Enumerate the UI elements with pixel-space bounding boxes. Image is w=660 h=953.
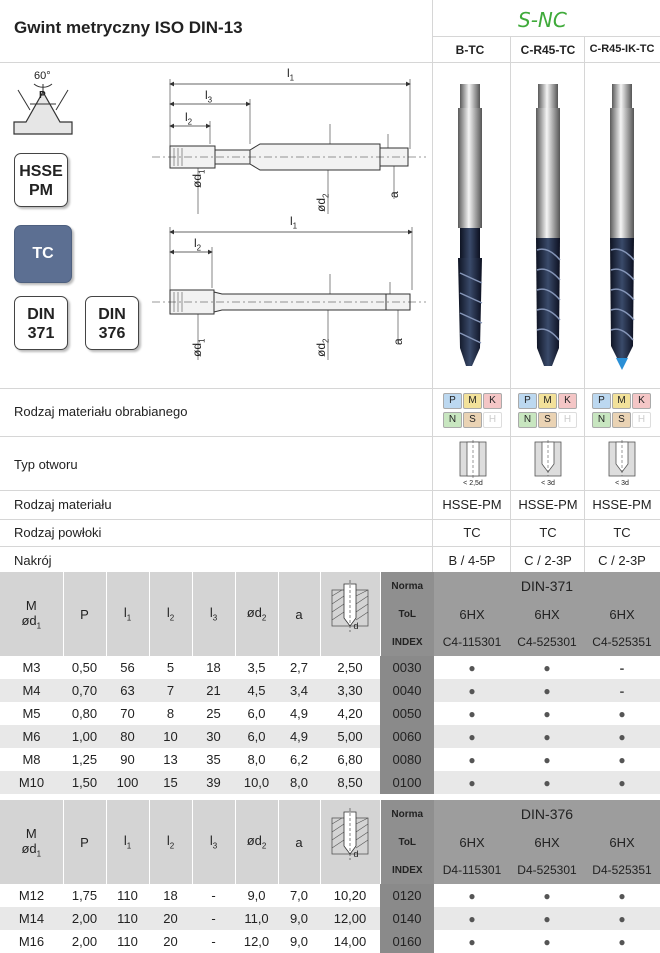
cell-a: 6,2: [278, 748, 320, 771]
cell-d2: 10,0: [235, 771, 278, 794]
property-label-coating: Rodzaj powłoki: [14, 525, 102, 540]
hole-label-c-r45-tc: < 3d: [541, 480, 555, 487]
dim-l1-b: $l_1$: [290, 214, 298, 231]
cell-dr: 10,20: [320, 884, 380, 907]
index-c-r45-tc: D4-525301: [510, 856, 584, 884]
table-row: [0, 907, 660, 930]
available-dot-icon: ●: [584, 725, 660, 748]
dim-l1: $l_1$: [287, 66, 295, 83]
hsse-pm-badge: [14, 153, 68, 207]
cell-l2: 5: [149, 656, 192, 679]
column-header-c-r45-ik-tc: C-R45-IK-TC: [589, 43, 655, 55]
available-dot-icon: ●: [510, 702, 584, 725]
cell-code: 0080: [380, 748, 434, 771]
cell-l2: 20: [149, 907, 192, 930]
tc-badge: TC: [14, 225, 72, 283]
dim-d1: $ød_1$: [190, 169, 207, 188]
cell-p: 2,00: [63, 907, 106, 930]
table-row: [0, 656, 660, 679]
norma-value: DIN-371: [434, 572, 660, 600]
cell-code: 0060: [380, 725, 434, 748]
din-376-badge: [85, 296, 139, 350]
cell-l1: 110: [106, 884, 149, 907]
cell-l2: 10: [149, 725, 192, 748]
header-l2: $l_2$: [149, 572, 192, 656]
index-c-r45-ik-tc: C4-525351: [584, 628, 660, 656]
cell-m: M14: [0, 907, 63, 930]
cell-dr: 14,00: [320, 930, 380, 953]
cell-l1: 100: [106, 771, 149, 794]
drill-d-label: d: [353, 848, 359, 859]
din-371-badge: [14, 296, 68, 350]
dim-a: a: [387, 191, 401, 198]
material-k: K: [632, 393, 651, 409]
cell-d2: 6,0: [235, 702, 278, 725]
available-dot-icon: ●: [434, 771, 510, 794]
material-p: P: [518, 393, 537, 409]
property-label-tool-material: Rodzaj materiału: [14, 497, 112, 512]
header-p: P: [63, 800, 106, 884]
header-drill-icon: [320, 800, 380, 884]
value-material-c-r45-ik-tc: HSSE-PM: [592, 497, 652, 512]
cell-l3: -: [192, 907, 235, 930]
index-c-r45-ik-tc: D4-525351: [584, 856, 660, 884]
tap-image-c-r45-ik-tc: [600, 78, 644, 378]
cell-code: 0050: [380, 702, 434, 725]
cell-code: 0140: [380, 907, 434, 930]
cell-code: 0160: [380, 930, 434, 953]
material-n: N: [592, 412, 611, 428]
available-dot-icon: ●: [434, 679, 510, 702]
cell-l3: 25: [192, 702, 235, 725]
size-table-din376: [0, 800, 660, 953]
available-dot-icon: ●: [434, 748, 510, 771]
cell-p: 1,50: [63, 771, 106, 794]
cell-l2: 15: [149, 771, 192, 794]
cell-l2: 8: [149, 702, 192, 725]
cell-l3: -: [192, 884, 235, 907]
tap-drawing-din376: [150, 210, 430, 360]
cell-dr: 2,50: [320, 656, 380, 679]
table-row: [0, 679, 660, 702]
available-dot-icon: ●: [510, 771, 584, 794]
available-dot-icon: ●: [434, 725, 510, 748]
value-chamfer-c-r45-ik-tc: C / 2-3P: [598, 553, 646, 568]
cell-l1: 110: [106, 907, 149, 930]
cell-l3: -: [192, 930, 235, 953]
cell-l3: 30: [192, 725, 235, 748]
cell-l2: 18: [149, 884, 192, 907]
cell-a: 2,7: [278, 656, 320, 679]
available-dot-icon: ●: [510, 748, 584, 771]
header-l1: $l_1$: [106, 572, 149, 656]
available-dot-icon: ●: [584, 930, 660, 953]
cell-d2: 4,5: [235, 679, 278, 702]
material-p: P: [592, 393, 611, 409]
property-label-chamfer: Nakrój: [14, 553, 52, 568]
tol-c-r45-tc: 6HX: [510, 600, 584, 628]
property-label-hole-type: Typ otworu: [14, 457, 78, 472]
header-l3: $l_3$: [192, 572, 235, 656]
tap-image-b-tc: [448, 78, 492, 378]
unavailable-marker: -: [584, 679, 660, 702]
din-number: 371: [27, 325, 55, 342]
hole-label-b-tc: < 2,5d: [463, 480, 483, 487]
cell-p: 1,25: [63, 748, 106, 771]
material-m: M: [538, 393, 557, 409]
page-title: Gwint metryczny ISO DIN-13: [14, 18, 243, 37]
material-n: N: [443, 412, 462, 428]
table-row: [0, 930, 660, 953]
cell-a: 8,0: [278, 771, 320, 794]
index-label: INDEX: [380, 856, 434, 884]
cell-dr: 6,80: [320, 748, 380, 771]
available-dot-icon: ●: [434, 702, 510, 725]
pm-text: PM: [29, 182, 53, 199]
cell-d2: 11,0: [235, 907, 278, 930]
unavailable-marker: -: [584, 656, 660, 679]
available-dot-icon: ●: [584, 748, 660, 771]
cell-m: M8: [0, 748, 63, 771]
available-dot-icon: ●: [434, 656, 510, 679]
table-row: [0, 748, 660, 771]
norma-value: DIN-376: [434, 800, 660, 828]
cell-m: M6: [0, 725, 63, 748]
cell-l2: 7: [149, 679, 192, 702]
cell-l3: 18: [192, 656, 235, 679]
cell-p: 0,50: [63, 656, 106, 679]
index-b-tc: D4-115301: [434, 856, 510, 884]
tol-c-r45-tc: 6HX: [510, 828, 584, 856]
available-dot-icon: ●: [510, 679, 584, 702]
available-dot-icon: ●: [584, 884, 660, 907]
cell-l3: 21: [192, 679, 235, 702]
tol-c-r45-ik-tc: 6HX: [584, 828, 660, 856]
dim-d2-b: $ød_2$: [314, 338, 331, 357]
cell-l1: 80: [106, 725, 149, 748]
hole-label-c-r45-ik-tc: < 3d: [615, 480, 629, 487]
available-dot-icon: ●: [510, 656, 584, 679]
cell-p: 0,80: [63, 702, 106, 725]
header-l3: $l_3$: [192, 800, 235, 884]
tol-label: ToL: [380, 828, 434, 856]
cell-code: 0030: [380, 656, 434, 679]
value-chamfer-c-r45-tc: C / 2-3P: [524, 553, 572, 568]
cell-dr: 8,50: [320, 771, 380, 794]
dim-a-b: a: [391, 338, 405, 345]
material-h: H: [558, 412, 577, 428]
cell-d2: 9,0: [235, 884, 278, 907]
available-dot-icon: ●: [510, 725, 584, 748]
cell-m: M12: [0, 884, 63, 907]
cell-l1: 63: [106, 679, 149, 702]
cell-l3: 35: [192, 748, 235, 771]
cell-dr: 5,00: [320, 725, 380, 748]
value-coating-c-r45-tc: TC: [539, 525, 557, 540]
norma-label: Norma: [380, 800, 434, 828]
index-label: INDEX: [380, 628, 434, 656]
din-number: 376: [98, 325, 126, 342]
cell-l1: 56: [106, 656, 149, 679]
hsse-text: HSSE: [19, 163, 63, 180]
header-p: P: [63, 572, 106, 656]
cell-m: M5: [0, 702, 63, 725]
dim-d1-b: $ød_1$: [190, 338, 207, 357]
material-m: M: [463, 393, 482, 409]
thread-pitch-label: P: [39, 90, 46, 101]
din-text: DIN: [98, 306, 126, 323]
available-dot-icon: ●: [510, 907, 584, 930]
table-row: [0, 884, 660, 907]
available-dot-icon: ●: [584, 771, 660, 794]
material-s: S: [538, 412, 557, 428]
size-table-din371: [0, 572, 660, 794]
cell-p: 1,00: [63, 725, 106, 748]
available-dot-icon: ●: [434, 907, 510, 930]
cell-d2: 6,0: [235, 725, 278, 748]
cell-a: 4,9: [278, 702, 320, 725]
tap-image-c-r45-tc: [526, 78, 570, 378]
cell-l1: 110: [106, 930, 149, 953]
available-dot-icon: ●: [434, 884, 510, 907]
cell-a: 3,4: [278, 679, 320, 702]
table-row: [0, 771, 660, 794]
available-dot-icon: ●: [584, 702, 660, 725]
tol-c-r45-ik-tc: 6HX: [584, 600, 660, 628]
cell-m: M4: [0, 679, 63, 702]
material-k: K: [483, 393, 502, 409]
cell-a: 9,0: [278, 907, 320, 930]
blind-hole-icon: [533, 440, 563, 480]
cell-a: 4,9: [278, 725, 320, 748]
brand-logo: S-NC: [518, 8, 567, 32]
available-dot-icon: ●: [584, 907, 660, 930]
header-l1: $l_1$: [106, 800, 149, 884]
din-text: DIN: [27, 306, 55, 323]
header-l2: $l_2$: [149, 800, 192, 884]
cell-l2: 20: [149, 930, 192, 953]
available-dot-icon: ●: [510, 930, 584, 953]
cell-l1: 90: [106, 748, 149, 771]
cell-dr: 12,00: [320, 907, 380, 930]
value-chamfer-b-tc: B / 4-5P: [448, 553, 496, 568]
cell-l3: 39: [192, 771, 235, 794]
cell-code: 0120: [380, 884, 434, 907]
available-dot-icon: ●: [510, 884, 584, 907]
dim-l2-b: $l_2$: [194, 236, 202, 253]
drill-d-label: d: [353, 620, 359, 631]
dim-d2: $ød_2$: [314, 193, 331, 212]
cell-p: 2,00: [63, 930, 106, 953]
dim-l3: $l_3$: [205, 88, 213, 105]
available-dot-icon: ●: [434, 930, 510, 953]
value-coating-b-tc: TC: [463, 525, 481, 540]
cell-l2: 13: [149, 748, 192, 771]
value-material-b-tc: HSSE-PM: [442, 497, 502, 512]
table-row: [0, 702, 660, 725]
cell-a: 7,0: [278, 884, 320, 907]
material-h: H: [483, 412, 502, 428]
cell-code: 0100: [380, 771, 434, 794]
column-header-b-tc: B-TC: [455, 43, 485, 57]
header-m-d1: M $ød_1$: [0, 800, 63, 884]
property-label-material-group: Rodzaj materiału obrabianego: [14, 404, 188, 419]
header-a: a: [278, 800, 320, 884]
cell-m: M10: [0, 771, 63, 794]
cell-a: 9,0: [278, 930, 320, 953]
value-material-c-r45-tc: HSSE-PM: [518, 497, 578, 512]
cell-dr: 3,30: [320, 679, 380, 702]
blind-hole-icon: [607, 440, 637, 480]
header-m-d1: M $ød_1$: [0, 572, 63, 656]
material-h: H: [632, 412, 651, 428]
index-b-tc: C4-115301: [434, 628, 510, 656]
column-header-c-r45-tc: C-R45-TC: [520, 43, 576, 57]
material-p: P: [443, 393, 462, 409]
thread-angle-label: 60°: [34, 70, 51, 82]
dim-l2: $l_2$: [185, 110, 193, 127]
through-hole-icon: [458, 440, 488, 480]
material-k: K: [558, 393, 577, 409]
cell-d2: 12,0: [235, 930, 278, 953]
cell-d2: 3,5: [235, 656, 278, 679]
cell-code: 0040: [380, 679, 434, 702]
material-s: S: [463, 412, 482, 428]
tol-label: ToL: [380, 600, 434, 628]
cell-p: 0,70: [63, 679, 106, 702]
cell-d2: 8,0: [235, 748, 278, 771]
tol-b-tc: 6HX: [434, 828, 510, 856]
header-d2: $ød_2$: [235, 800, 278, 884]
cell-p: 1,75: [63, 884, 106, 907]
material-s: S: [612, 412, 631, 428]
norma-label: Norma: [380, 572, 434, 600]
cell-l1: 70: [106, 702, 149, 725]
material-m: M: [612, 393, 631, 409]
cell-m: M16: [0, 930, 63, 953]
value-coating-c-r45-ik-tc: TC: [613, 525, 631, 540]
table-row: [0, 725, 660, 748]
cell-m: M3: [0, 656, 63, 679]
tol-b-tc: 6HX: [434, 600, 510, 628]
cell-dr: 4,20: [320, 702, 380, 725]
material-n: N: [518, 412, 537, 428]
header-drill-icon: [320, 572, 380, 656]
header-a: a: [278, 572, 320, 656]
header-d2: $ød_2$: [235, 572, 278, 656]
index-c-r45-tc: C4-525301: [510, 628, 584, 656]
